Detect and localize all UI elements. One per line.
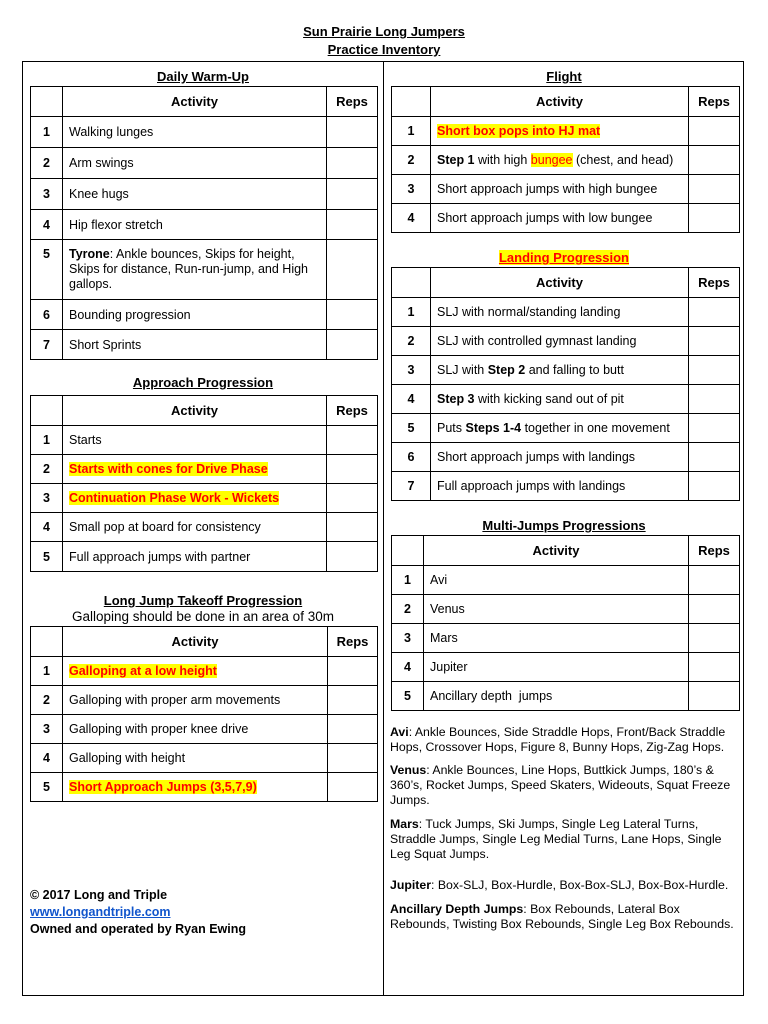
note-venus: [390, 763, 742, 808]
website-link[interactable]: www.longandtriple.com: [30, 905, 171, 919]
landing-title: [384, 250, 744, 265]
row-number: 5: [31, 542, 63, 572]
reps-cell[interactable]: [689, 298, 740, 327]
row-number: 4: [31, 513, 63, 542]
text-part: together in one movement: [521, 421, 670, 435]
header-num: [31, 627, 63, 657]
row-number: 4: [31, 210, 63, 240]
row-number: 2: [392, 146, 431, 175]
reps-cell[interactable]: [689, 472, 740, 501]
row-activity: Arm swings: [63, 148, 327, 179]
text-part: with kicking sand out of pit: [474, 392, 624, 406]
table-row: [31, 330, 378, 360]
footer: [30, 887, 246, 938]
header-num: [31, 396, 63, 426]
row-number: 1: [392, 117, 431, 146]
table-row: [392, 385, 740, 414]
row-number: 5: [31, 773, 63, 802]
header-num: [392, 268, 431, 298]
flight-title: Flight: [546, 69, 582, 84]
note-text: : Ankle Bounces, Line Hops, Buttkick Jumps, 180’s & 360’s, Rocket Jumps, Speed Skaters, Wideouts, Squat Freeze Jumps.: [390, 763, 731, 807]
reps-cell[interactable]: [327, 426, 378, 455]
row-activity: [431, 146, 689, 175]
row-activity: [431, 117, 689, 146]
table-row: [31, 715, 378, 744]
flight-table: [391, 86, 740, 233]
reps-cell[interactable]: [327, 210, 378, 240]
header-activity: Activity: [431, 87, 689, 117]
table-row: [392, 175, 740, 204]
table-header-row: [31, 87, 378, 117]
table-row: [392, 204, 740, 233]
table-row: [31, 744, 378, 773]
row-number: 5: [392, 682, 424, 711]
warmup-table: [30, 86, 378, 360]
note-label: Mars: [390, 817, 419, 831]
row-number: 3: [31, 179, 63, 210]
row-number: 2: [31, 686, 63, 715]
row-number: 3: [392, 356, 431, 385]
reps-cell[interactable]: [689, 204, 740, 233]
table-row: [392, 595, 740, 624]
row-activity: Short approach jumps with low bungee: [431, 204, 689, 233]
row-activity: Starts: [63, 426, 327, 455]
text-part: and falling to butt: [525, 363, 624, 377]
reps-cell[interactable]: [328, 773, 378, 802]
row-activity: [63, 657, 328, 686]
table-row: [392, 624, 740, 653]
header-num: [31, 87, 63, 117]
row-activity: SLJ with controlled gymnast landing: [431, 327, 689, 356]
row-activity: [63, 455, 327, 484]
reps-cell[interactable]: [327, 179, 378, 210]
reps-cell[interactable]: [689, 443, 740, 472]
header-num: [392, 536, 424, 566]
header-activity: Activity: [63, 627, 328, 657]
document-subtitle: Practice Inventory: [327, 42, 441, 57]
row-activity: Bounding progression: [63, 300, 327, 330]
row-number: 3: [392, 175, 431, 204]
copyright: © 2017 Long and Triple: [30, 888, 168, 902]
reps-cell[interactable]: [327, 484, 378, 513]
header-activity: Activity: [63, 87, 327, 117]
step-label: Step 1: [437, 153, 475, 167]
highlighted-text: Short box pops into HJ mat: [437, 124, 601, 138]
row-number: 6: [31, 300, 63, 330]
owner-line: Owned and operated by Ryan Ewing: [30, 922, 247, 936]
table-header-row: [392, 536, 740, 566]
row-number: 7: [392, 472, 431, 501]
row-number: 1: [392, 566, 424, 595]
step-label: Step 2: [487, 363, 526, 377]
approach-table: [30, 395, 378, 572]
row-number: 4: [392, 204, 431, 233]
table-row: [392, 298, 740, 327]
highlighted-text: Starts with cones for Drive Phase: [69, 462, 268, 476]
row-activity: [63, 773, 328, 802]
reps-cell[interactable]: [689, 566, 740, 595]
row-number: 6: [392, 443, 431, 472]
table-row: [31, 300, 378, 330]
table-row: [31, 484, 378, 513]
table-row: [392, 414, 740, 443]
row-number: 5: [392, 414, 431, 443]
row-activity: Full approach jumps with landings: [431, 472, 689, 501]
row-number: 7: [31, 330, 63, 360]
table-row: [31, 455, 378, 484]
text-part: SLJ with: [437, 363, 488, 377]
reps-cell[interactable]: [689, 175, 740, 204]
row-number: 1: [31, 657, 63, 686]
approach-title: Approach Progression: [132, 375, 274, 390]
row-activity: [63, 240, 327, 300]
row-number: 3: [31, 484, 63, 513]
row-activity: Short approach jumps with landings: [431, 443, 689, 472]
reps-cell[interactable]: [328, 715, 378, 744]
note-avi: [390, 725, 742, 755]
header-activity: Activity: [424, 536, 689, 566]
reps-cell[interactable]: [689, 682, 740, 711]
document-title: Sun Prairie Long Jumpers: [303, 24, 465, 39]
table-row: [31, 148, 378, 179]
header-activity: Activity: [431, 268, 689, 298]
table-row: [392, 356, 740, 385]
row-number: 2: [392, 595, 424, 624]
table-header-row: [31, 627, 378, 657]
reps-cell[interactable]: [328, 686, 378, 715]
highlighted-text: Galloping at a low height: [69, 664, 217, 678]
table-row: [392, 653, 740, 682]
takeoff-subtitle: Galloping should be done in an area of 30m: [72, 609, 334, 624]
row-activity: Full approach jumps with partner: [63, 542, 327, 572]
row-activity: [431, 414, 689, 443]
header-activity: Activity: [63, 396, 327, 426]
multi-title: Multi-Jumps Progressions: [482, 518, 646, 533]
row-activity: [63, 484, 327, 513]
row-number: 2: [31, 455, 63, 484]
table-row: [392, 443, 740, 472]
row-number: 3: [392, 624, 424, 653]
header-reps: Reps: [689, 87, 740, 117]
header-num: [392, 87, 431, 117]
table-row: [31, 542, 378, 572]
table-row: [392, 566, 740, 595]
row-activity: SLJ with normal/standing landing: [431, 298, 689, 327]
table-header-row: [392, 87, 740, 117]
row-number: 2: [31, 148, 63, 179]
note-jupiter: [390, 878, 742, 893]
row-number: 1: [392, 298, 431, 327]
reps-cell[interactable]: [327, 455, 378, 484]
note-text: : Box Rebounds, Lateral Box Rebounds, Twisting Box Rebounds, Single Leg Box Rebounds.: [390, 902, 734, 931]
table-header-row: [392, 268, 740, 298]
drill-description: : Ankle bounces, Skips for height, Skips for distance, Run-run-jump, and High gallops.: [69, 247, 309, 291]
note-label: Avi: [390, 725, 409, 739]
row-activity: Galloping with proper knee drive: [63, 715, 328, 744]
row-activity: Hip flexor stretch: [63, 210, 327, 240]
row-activity: Short Sprints: [63, 330, 327, 360]
reps-cell[interactable]: [689, 356, 740, 385]
highlighted-text: Landing Progression: [498, 250, 629, 265]
reps-cell[interactable]: [689, 653, 740, 682]
row-activity: Venus: [424, 595, 689, 624]
text-part: with high: [474, 153, 531, 167]
header-reps: Reps: [327, 87, 378, 117]
reps-cell[interactable]: [327, 240, 378, 300]
drill-name: Tyrone: [69, 247, 110, 261]
takeoff-table: [30, 626, 378, 802]
note-label: Ancillary Depth Jumps: [390, 902, 524, 916]
reps-cell[interactable]: [327, 117, 378, 148]
table-row: [31, 686, 378, 715]
table-row: [392, 472, 740, 501]
reps-cell[interactable]: [327, 513, 378, 542]
row-activity: Small pop at board for consistency: [63, 513, 327, 542]
reps-cell[interactable]: [689, 146, 740, 175]
takeoff-title: Long Jump Takeoff Progression: [103, 593, 303, 608]
table-row: [392, 327, 740, 356]
table-row: [31, 210, 378, 240]
row-number: 4: [31, 744, 63, 773]
table-row: [392, 146, 740, 175]
highlighted-text: Short Approach Jumps (3,5,7,9): [69, 780, 257, 794]
note-ancillary: [390, 902, 742, 932]
text-part: (chest, and head): [572, 153, 674, 167]
landing-table: [391, 267, 740, 501]
note-mars: [390, 817, 742, 862]
note-text: : Ankle Bounces, Side Straddle Hops, Front/Back Straddle Hops, Crossover Hops, Figure 8, Bunny Hops, Zig-Zag Hops.: [390, 725, 726, 754]
row-activity: Short approach jumps with high bungee: [431, 175, 689, 204]
multi-table: [391, 535, 740, 711]
step-label: Step 3: [437, 392, 475, 406]
note-text: : Tuck Jumps, Ski Jumps, Single Leg Lateral Turns, Straddle Jumps, Single Leg Medial Turns, Lane Hops, Single Leg Squat Jumps.: [390, 817, 722, 861]
row-activity: Galloping with proper arm movements: [63, 686, 328, 715]
reps-cell[interactable]: [327, 542, 378, 572]
row-activity: Knee hugs: [63, 179, 327, 210]
note-label: Jupiter: [390, 878, 431, 892]
table-row: [31, 657, 378, 686]
table-header-row: [31, 396, 378, 426]
reps-cell[interactable]: [689, 117, 740, 146]
row-activity: Galloping with height: [63, 744, 328, 773]
highlighted-text: bungee: [530, 153, 573, 167]
reps-cell[interactable]: [328, 744, 378, 773]
table-row: [31, 179, 378, 210]
table-row: [392, 117, 740, 146]
reps-cell[interactable]: [327, 300, 378, 330]
row-number: 4: [392, 385, 431, 414]
row-activity: Mars: [424, 624, 689, 653]
reps-cell[interactable]: [328, 657, 378, 686]
row-activity: Avi: [424, 566, 689, 595]
reps-cell[interactable]: [689, 385, 740, 414]
text-part: Puts: [437, 421, 466, 435]
table-row: [392, 682, 740, 711]
table-row: [31, 426, 378, 455]
row-number: 5: [31, 240, 63, 300]
row-number: 1: [31, 117, 63, 148]
warmup-title: Daily Warm-Up: [157, 69, 249, 84]
row-activity: Walking lunges: [63, 117, 327, 148]
note-label: Venus: [390, 763, 427, 777]
row-activity: [431, 385, 689, 414]
reps-cell[interactable]: [689, 414, 740, 443]
row-number: 4: [392, 653, 424, 682]
header-reps: Reps: [689, 536, 740, 566]
header-reps: Reps: [327, 396, 378, 426]
table-row: [31, 240, 378, 300]
row-activity: Jupiter: [424, 653, 689, 682]
reps-cell[interactable]: [327, 330, 378, 360]
reps-cell[interactable]: [689, 624, 740, 653]
row-number: 1: [31, 426, 63, 455]
reps-cell[interactable]: [689, 327, 740, 356]
row-activity: Ancillary depth jumps: [424, 682, 689, 711]
table-row: [31, 513, 378, 542]
header-reps: Reps: [328, 627, 378, 657]
table-row: [31, 117, 378, 148]
note-text: : Box-SLJ, Box-Hurdle, Box-Box-SLJ, Box-Box-Hurdle.: [431, 878, 729, 892]
row-activity: [431, 356, 689, 385]
header-reps: Reps: [689, 268, 740, 298]
row-number: 2: [392, 327, 431, 356]
table-row: [31, 773, 378, 802]
reps-cell[interactable]: [327, 148, 378, 179]
highlighted-text: Continuation Phase Work - Wickets: [69, 491, 280, 505]
row-number: 3: [31, 715, 63, 744]
step-label: Steps 1-4: [465, 421, 522, 435]
reps-cell[interactable]: [689, 595, 740, 624]
